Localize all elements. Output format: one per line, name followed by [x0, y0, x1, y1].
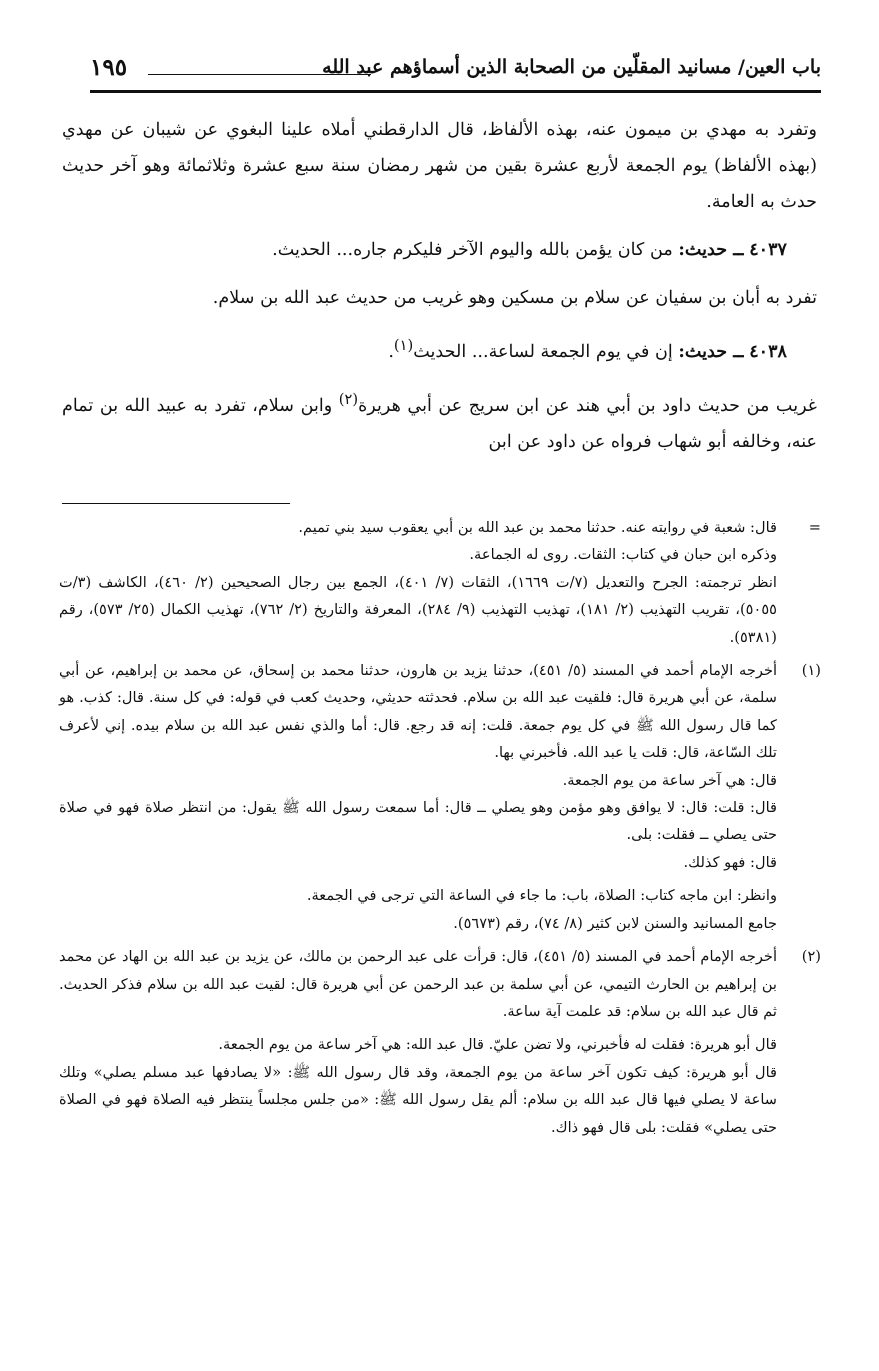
header-rule — [148, 74, 371, 75]
running-header — [90, 54, 821, 93]
footnote-line: قال: شعبة في روايته عنه. حدثنا محمد بن عبد الله بن أبي يعقوب سيد بني تميم. — [298, 519, 777, 536]
footnote-line: وذكره ابن حبان في كتاب: الثقات. روى له الجماعة. — [469, 546, 777, 564]
main-text — [62, 112, 817, 472]
footnote-line: قال: هي آخر ساعة من يوم الجمعة. — [562, 771, 777, 789]
hadith-keyword: ــ حديث: — [678, 340, 744, 362]
hadith-4038 — [62, 328, 817, 370]
hadith-number: ٤٠٣٧ — [749, 239, 787, 260]
hadith-number: ٤٠٣٨ — [749, 340, 787, 362]
footnote-line: أخرجه الإمام أحمد في المسند (٥/ ٤٥١)، حدثنا يزيد بن هارون، حدثنا محمد بن إسحاق، عن محمد بن إبراهيم، عن أبي سلمة، عن أبي هريرة قال: فلقيت عبد الله بن سلام. فحدثته حديثي، وحديث كعب في قوله: في كل سنة. قال: كذب. هو كما قال رسول الله ﷺ في كل يوم جمعة. قلت: إنه قد رجع. قال: أما والذي نفس عبد الله بن سلام بيده. إني لأعرف تلك السّاعة، قال: قلت يا عبد الله. فأخبرني بها. — [59, 662, 778, 762]
footnote-line: قال: فهو كذلك. — [683, 853, 777, 871]
page-number: ١٩٥ — [90, 54, 128, 81]
footnote-line: جامع المسانيد والسنن لابن كثير (٨/ ٧٤)، رقم (٥٦٧٣). — [453, 914, 777, 932]
footnote-separator — [62, 503, 290, 504]
chapter-title: باب العين/ مسانيد المقلّين من الصحابة الذين أسماؤهم عبد الله — [322, 56, 821, 78]
footnote-mark: (١) — [801, 662, 821, 680]
hadith-4037 — [62, 232, 817, 268]
hadith-text: إن في يوم الجمعة لساعة... الحديث — [413, 341, 673, 362]
continuation-mark: = — [808, 519, 821, 536]
footnote-mark: (٢) — [801, 948, 821, 966]
footnote-ref-1: (١) — [393, 337, 414, 354]
footnote-line: قال أبو هريرة: كيف تكون آخر ساعة من يوم الجمعة، وقد قال رسول الله ﷺ: «لا يصادفها عبد مسلم يصلي» وتلك ساعة لا يصلي فيها قال عبد الله بن سلام: ألم يقل رسول الله ﷺ: «من جلس مجلساً ينتظر فيه الصلاة فهو في الصلاة حتى يصلي» فقلت: بلى قال فهو ذاك. — [59, 1063, 777, 1136]
footnote-line: وانظر: ابن ماجه كتاب: الصلاة، باب: ما جاء في الساعة التي ترجى في الجمعة. — [306, 887, 777, 905]
footnote-line: أخرجه الإمام أحمد في المسند (٥/ ٤٥١)، قال: قرأت على عبد الرحمن بن مالك، عن يزيد بن عبد الله بن الهاد عن محمد بن إبراهيم بن الحارث التيمي، عن أبي سلمة بن عبد الرحمن عن أبي هريرة قال: لقيت عبد الله بن سلام فذكر الحديث. ثم قال عبد الله بن سلام: قد علمت آية ساعة. — [59, 948, 778, 1020]
paragraph-2: تفرد به أبان بن سفيان عن سلام بن مسكين وهو غريب من حديث عبد الله بن سلام. — [212, 288, 817, 308]
footnote-line: انظر ترجمته: الجرح والتعديل (٧/ت ١٦٦٩)، الثقات (٧/ ٤٠١)، الجمع بين رجال الصحيحين (٢/ ٤٦٠)، الكاشف (٣/ت ٥٠٥٥)، تقريب التهذيب (٢/ ١٨١)، تهذيب التهذيب (٩/ ٢٨٤)، المعرفة والتاريخ (٢/ ٧٦٢)، تهذيب الكمال (٢٥/ ٥٧٣)، رقم (٥٣٨١). — [59, 573, 778, 646]
footnote-line: قال: قلت: قال: لا يوافق وهو مؤمن وهو يصلي ــ قال: أما سمعت رسول الله ﷺ يقول: من انتظر صلاة فهو في صلاة حتى يصلي ــ فقلت: بلى. — [59, 799, 777, 844]
footnote-1 — [59, 657, 821, 937]
footnotes — [59, 514, 821, 1147]
footnote-ref-2: (٢) — [338, 390, 359, 408]
hadith-keyword: ــ حديث: — [678, 239, 744, 260]
paragraph-1: وتفرد به مهدي بن ميمون عنه، بهذه الألفاظ، قال الدارقطني أملاه علينا البغوي عن شيبان عن مهدي (بهذه الألفاظ) يوم الجمعة لأربع عشرة بقين من شهر رمضان سنة سبع عشرة وثلاثمائة وهو آخر حديث حدث به العامة. — [62, 120, 817, 212]
footnote-line: قال أبو هريرة: فقلت له فأخبرني، ولا تضن عليّ. قال عبد الله: هي آخر ساعة من يوم الجمعة. — [218, 1036, 777, 1054]
hadith-end: . — [388, 341, 394, 362]
footnote-continued — [59, 514, 821, 651]
hadith-text: من كان يؤمن بالله واليوم الآخر فليكرم جاره... الحديث. — [272, 240, 673, 260]
footnote-2 — [59, 943, 821, 1141]
paragraph-3-start: غريب من حديث داود بن أبي هند عن ابن سريج عن أبي هريرة — [358, 395, 817, 416]
paragraph-3 — [62, 382, 817, 460]
paragraph-3-end: وابن سلام، تفرد به عبيد الله بن تمام عنه، وخالفه أبو شهاب فرواه عن داود عن ابن — [62, 395, 817, 452]
